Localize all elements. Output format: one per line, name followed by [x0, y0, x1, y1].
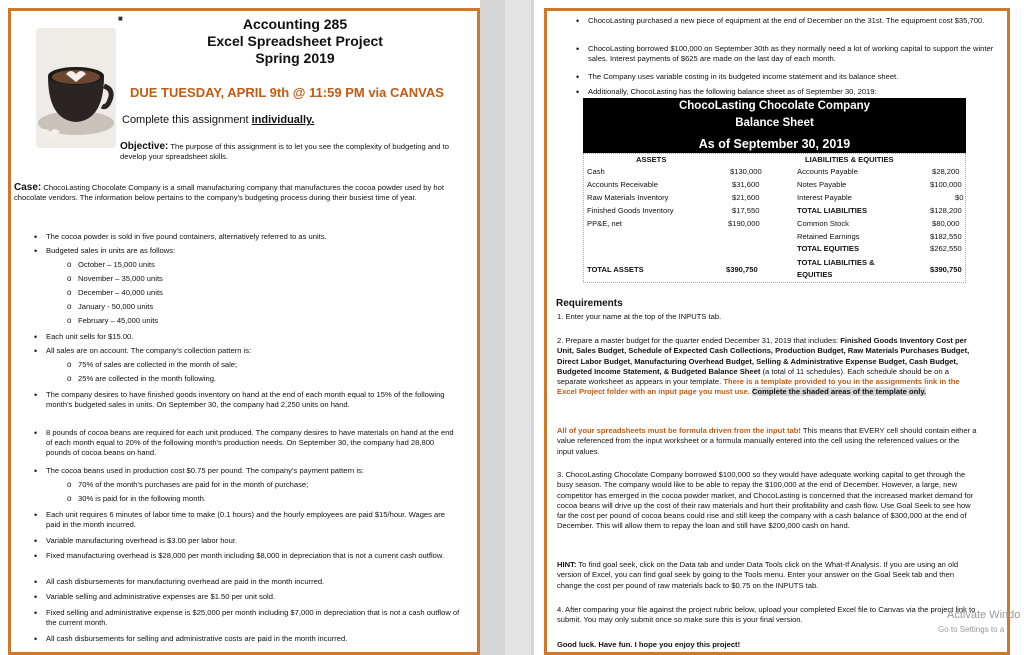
activation-watermark-sub: Go to Settings to a [938, 625, 1005, 634]
objective-text: The purpose of this assignment is to let you see the complexity of budgeting and to develop your spreadsheet skills. [120, 142, 449, 162]
total-assets-value: $390,750 [726, 265, 758, 274]
list-item: o February – 45,000 units [78, 316, 158, 326]
total-liabilities: TOTAL LIABILITIES [797, 206, 868, 215]
req2-total: (a total of 11 schedules). Each schedule should be on a separate worksheet as appears in your template. [557, 366, 949, 387]
list-item: • The company desires to have finished goods inventory on hand at the end of each month equal to 15% of the following month's budgeted sales in units. On September 30, the company had 2,250 units on hand. [46, 390, 460, 410]
list-item: • ChocoLasting purchased a new piece of equipment at the end of December on the 31st. The equipment cost $35,700. [588, 16, 998, 26]
case [14, 183, 464, 203]
list-item: • Fixed manufacturing overhead is $28,000 per month including $8,000 in depreciation that is not a current cash outflow. [46, 551, 460, 561]
assets-header: ASSETS [636, 155, 667, 164]
objective-label: Objective: [120, 141, 169, 152]
list-item: • 8 pounds of cocoa beans are required for each unit produced. The company desires to have materials on hand at the end of each month equal to 20% of the following month's production needs. On September 30, the company had 28,800 pounds of cocoa beans on hand. [46, 428, 460, 459]
liab-ap-value: $28,200 [932, 167, 960, 176]
list-item: o 30% is paid for in the following month. [78, 494, 458, 504]
req2-shaded-note: Complete the shaded areas of the template only. [751, 387, 927, 397]
list-item: • The cocoa powder is sold in five pound containers, alternatively referred to as units. [46, 232, 466, 242]
balance-sheet-table [583, 153, 966, 283]
list-item: • Budgeted sales in units are as follows: [46, 246, 466, 256]
list-item: • The cocoa beans used in production cost $0.75 per pound. The company's payment pattern is: [46, 466, 460, 476]
list-item: • All sales are on account. The company's collection pattern is: [46, 346, 466, 356]
requirement-1: 1. Enter your name at the top of the INPUTS tab. [557, 312, 722, 321]
equity-re: Retained Earnings [797, 232, 860, 241]
complete-instruction [122, 114, 314, 126]
asset-rm: Raw Materials Inventory [587, 193, 669, 202]
req2-intro: 2. Prepare a master budget for the quarter ended December 31, 2019 that includes: [557, 336, 841, 345]
list-item: • ChocoLasting borrowed $100,000 on September 30th as they normally need a lot of working capital to support the winter sales. Interest payments of $625 are made on the last day of each month. [588, 44, 998, 64]
title-course: Accounting 285 [242, 16, 348, 32]
list-item: • Variable selling and administrative expenses are $1.50 per unit sold. [46, 592, 460, 602]
list-item: o 75% of sales are collected in the month of sale; [78, 360, 458, 370]
list-item: • Each unit sells for $15.00. [46, 332, 466, 342]
title-project: Excel Spreadsheet Project [207, 33, 383, 49]
total-assets: TOTAL ASSETS [587, 265, 644, 274]
list-item: o December – 40,000 units [78, 288, 163, 298]
individually-text: individually. [251, 114, 315, 126]
hint [557, 560, 977, 591]
liab-ap: Accounts Payable [797, 167, 858, 176]
asset-ppe: PP&E, net [587, 219, 623, 228]
list-item: • All cash disbursements for manufacturing overhead are paid in the month incurred. [46, 577, 460, 587]
liabilities-header: LIABILITIES & EQUITIES [805, 155, 894, 164]
hot-chocolate-image [36, 28, 116, 148]
statement-date: As of September 30, 2019 [583, 135, 966, 153]
asset-cash-value: $130,000 [730, 167, 762, 176]
statement-name: Balance Sheet [735, 117, 814, 129]
document-page-1 [0, 0, 480, 655]
asset-cash: Cash [587, 167, 605, 176]
list-item: o January - 50,000 units [78, 302, 153, 312]
title-term: Spring 2019 [255, 50, 335, 66]
list-item: • The Company uses variable costing in its budgeted income statement and its balance sheet. [588, 72, 998, 82]
due-date: DUE TUESDAY, APRIL 9th @ 11:59 PM via CANVAS [130, 85, 444, 100]
liab-ip: Interest Payable [797, 193, 852, 202]
total-le-line2: EQUITIES [797, 270, 833, 279]
company-name: ChocoLasting Chocolate Company [678, 100, 871, 112]
liab-ip-value: $0 [955, 193, 964, 202]
activation-watermark: Activate Windo [947, 609, 1021, 621]
total-le-value: $390,750 [930, 265, 962, 274]
hint-text: To find goal seek, click on the Data tab and under Data Tools click on the What-If Analysis. If you are using an old version of Excel, you can find goal seek by going to the Tools menu. Enter your answer on the Goal Seek tab and then change the cost per pound of raw materials back to $0.75 on the INPUTS tab. [557, 560, 959, 590]
equity-cs-value: $80,000 [932, 219, 960, 228]
requirement-formula [557, 426, 977, 457]
total-liabilities-value: $128,200 [930, 206, 962, 215]
formula-warning: All of your spreadsheets must be formula driven from the input tab! [557, 426, 801, 435]
list-item: o November – 35,000 units [78, 274, 163, 284]
liab-np-value: $100,000 [930, 180, 962, 189]
list-item: o October – 15,000 units [78, 260, 155, 270]
requirement-2 [557, 336, 977, 398]
liab-np: Notes Payable [797, 180, 847, 189]
list-item: o 25% are collected in the month following. [78, 374, 458, 384]
asset-ppe-value: $190,000 [728, 219, 760, 228]
asset-ar: Accounts Receivable [587, 180, 658, 189]
closing-line: Good luck. Have fun. I hope you enjoy this project! [557, 640, 741, 649]
asset-fg: Finished Goods Inventory [587, 206, 674, 215]
hint-label: HINT: [557, 560, 577, 569]
list-item: • Variable manufacturing overhead is $3.00 per labor hour. [46, 536, 460, 546]
formula-text: This means that EVERY cell should contain either a value referenced from the input worksheet or a formula manually entered into the cell using the referenced values or the input values. [557, 426, 977, 456]
objective [120, 142, 460, 162]
page-gap [505, 0, 531, 655]
requirement-4: 4. After comparing your file against the project rubric below, upload your completed Excel file to Canvas via the project link to submit. You may only submit once so make sure this is your final version. [557, 605, 976, 625]
requirements-heading: Requirements [556, 298, 623, 309]
paragraph-mark: ■ [118, 14, 123, 23]
total-equities: TOTAL EQUITIES [797, 244, 860, 253]
list-item: o 70% of the month's purchases are paid for in the month of purchase; [78, 480, 458, 490]
asset-rm-value: $21,600 [732, 193, 760, 202]
total-le-line1: TOTAL LIABILITIES & [797, 258, 875, 267]
complete-text: Complete this assignment [122, 114, 252, 126]
asset-fg-value: $17,550 [732, 206, 760, 215]
equity-cs: Common Stock [797, 219, 849, 228]
asset-ar-value: $31,600 [732, 180, 760, 189]
req2-schedules: Finished Goods Inventory Cost per Unit, Sales Budget, Schedule of Expected Cash Collections, Production Budget, Raw Materials Purchases Budget, Direct Labor Budget, Manufacturing Overhead Budget, Selling & Administrative Expense Budget, Cash Budget, Budgeted Income Statement, & Budgeted Balance Sheet [557, 336, 970, 376]
total-equities-value: $262,550 [930, 244, 962, 253]
requirement-3: 3. ChocoLasting Chocolate Company borrowed $100,000 so they would have adequate working capital to get through the busy season. The company would like to be able to repay the $100,000 at the end of December. However, a large, new competitor has emerged in the cocoa powder market, and ChocoLasting is concerned that the increased market demand for cocoa beans will drive up the cost of their raw materials and hurt their profitability and cash flow. Use Goal Seek to see how far the cost per pound of cocoa beans could rise and still keep the company with a cash balance of $300,000 at the end of December. This will allow them to repay the loan and still have $200,000 cash on hand. [557, 470, 974, 531]
list-item: • All cash disbursements for selling and administrative costs are paid in the month incurred. [46, 634, 460, 644]
list-item: • Additionally, ChocoLasting has the following balance sheet as of September 30, 2019: [588, 87, 998, 97]
list-item: • Fixed selling and administrative expense is $25,000 per month including $7,000 in depreciation that is not a cash outflow of the current month. [46, 608, 460, 628]
req2-template-note: There is a template provided to you in the assignments link in the Excel Project folder with an input page you must use. [557, 377, 960, 397]
case-text: ChocoLasting Chocolate Company is a small manufacturing company that manufactures the cocoa powder used by hot chocolate vendors. The information below pertains to the company's budgeting process during their busiest time of year. [14, 183, 444, 203]
equity-re-value: $182,550 [930, 232, 962, 241]
case-label: Case: [14, 182, 42, 193]
list-item: • Each unit requires 6 minutes of labor time to make (0.1 hours) and the hourly employees are paid $15/hour. Wages are paid in the month incurred. [46, 510, 460, 530]
